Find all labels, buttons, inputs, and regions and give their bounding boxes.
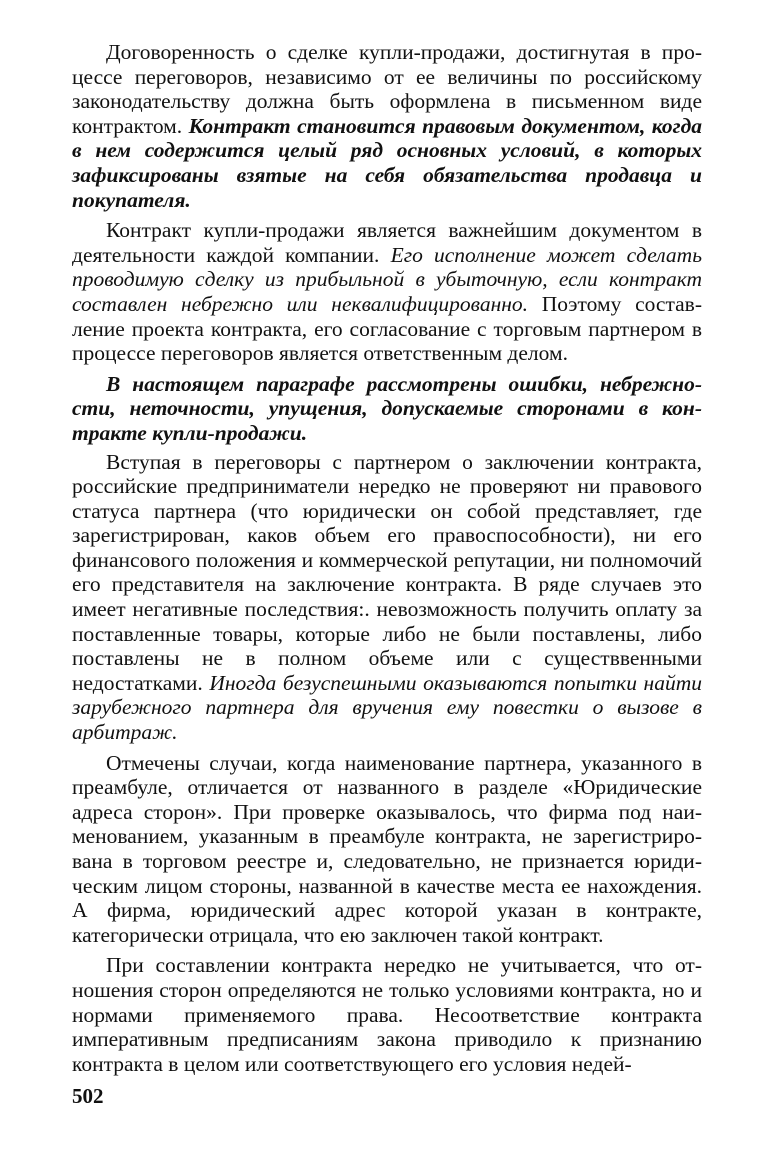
- page-number: 502: [72, 1084, 104, 1108]
- p5-text: Отмечены случаи, когда наименование партнера, указанного в преамбуле, отличается от названного в разделе «Юридические адреса сторон». При проверке оказывалось, что фирма под наименованием, указанным в преамбуле контракта, не зарегистрирована в торговом реестре и, следовательно, не признается юридическим лицом стороны, названной в качестве места ее нахождения. А фирма, юридический адрес которой указан в контракте, категорически отрицала, что ею заключен такой контракт.: [72, 750, 702, 947]
- paragraph-1: [72, 40, 702, 212]
- p3-emphasis: В настоящем параграфе рассмотрены ошибки, небрежности, неточности, упущения, допускаемые сторонами в контракте купли-продажи.: [72, 371, 702, 445]
- p1-emphasis: Контракт становится правовым документом, когда в нем содержится целый ряд основных условий, в которых зафиксированы взятые на себя обязательства продавца и покупателя.: [72, 113, 702, 212]
- p2-text-end: Поэтому составление проекта контракта, его согласование с торговым партнером в процессе переговоров является ответственным делом.: [72, 291, 702, 366]
- p4-text: Вступая в переговоры с партнером о заключении контракта, российские предприниматели нередко не проверяют ни правового статуса партнера (что юридически он собой представляет, где зарегистрирован, каков объем его правоспособности), ни его финансового положения и коммерческой репутации, ни полномочий его представителя на заключение контракта. В ряде случаев это имеет негативные последствия:. невозможность получить оплату за поставленные товары, которые либо не были поставлены, либо поставлены не в полном объеме или с существвенными недостатками.: [72, 449, 702, 695]
- paragraph-3: [72, 372, 702, 446]
- paragraph-2: [72, 218, 702, 366]
- p1-text: Договоренность о сделке купли-продажи, достигнутая в процессе переговоров, независимо от ее величины по российскому законодательству должна быть оформлена в письменном виде контрактом.: [72, 40, 702, 138]
- p6-text: При составлении контракта нередко не учитывается, что отношения сторон определяются не только условиями контракта, но и нормами применяемого права. Несоответствие контракта императивным предписаниям закона приводило к признанию контракта в целом или соответствующего его условия недей-: [72, 953, 702, 1076]
- p2-text-start: Контракт купли-продажи является важнейшим документом в деятельности каждой компании.: [72, 218, 702, 267]
- p4-italic: Иногда безуспешными оказываются попытки найти зарубежного партнера для вручения ему повестки о вызове в арбитраж.: [72, 670, 702, 745]
- p2-italic: Его исполнение может сделать проводимую сделку из прибыльной в убыточную, если контракт составлен небрежно или неквалифицированно.: [72, 242, 702, 316]
- paragraph-4: [72, 450, 702, 745]
- page-body: [72, 40, 702, 1082]
- paragraph-6: [72, 953, 702, 1076]
- paragraph-5: [72, 751, 702, 948]
